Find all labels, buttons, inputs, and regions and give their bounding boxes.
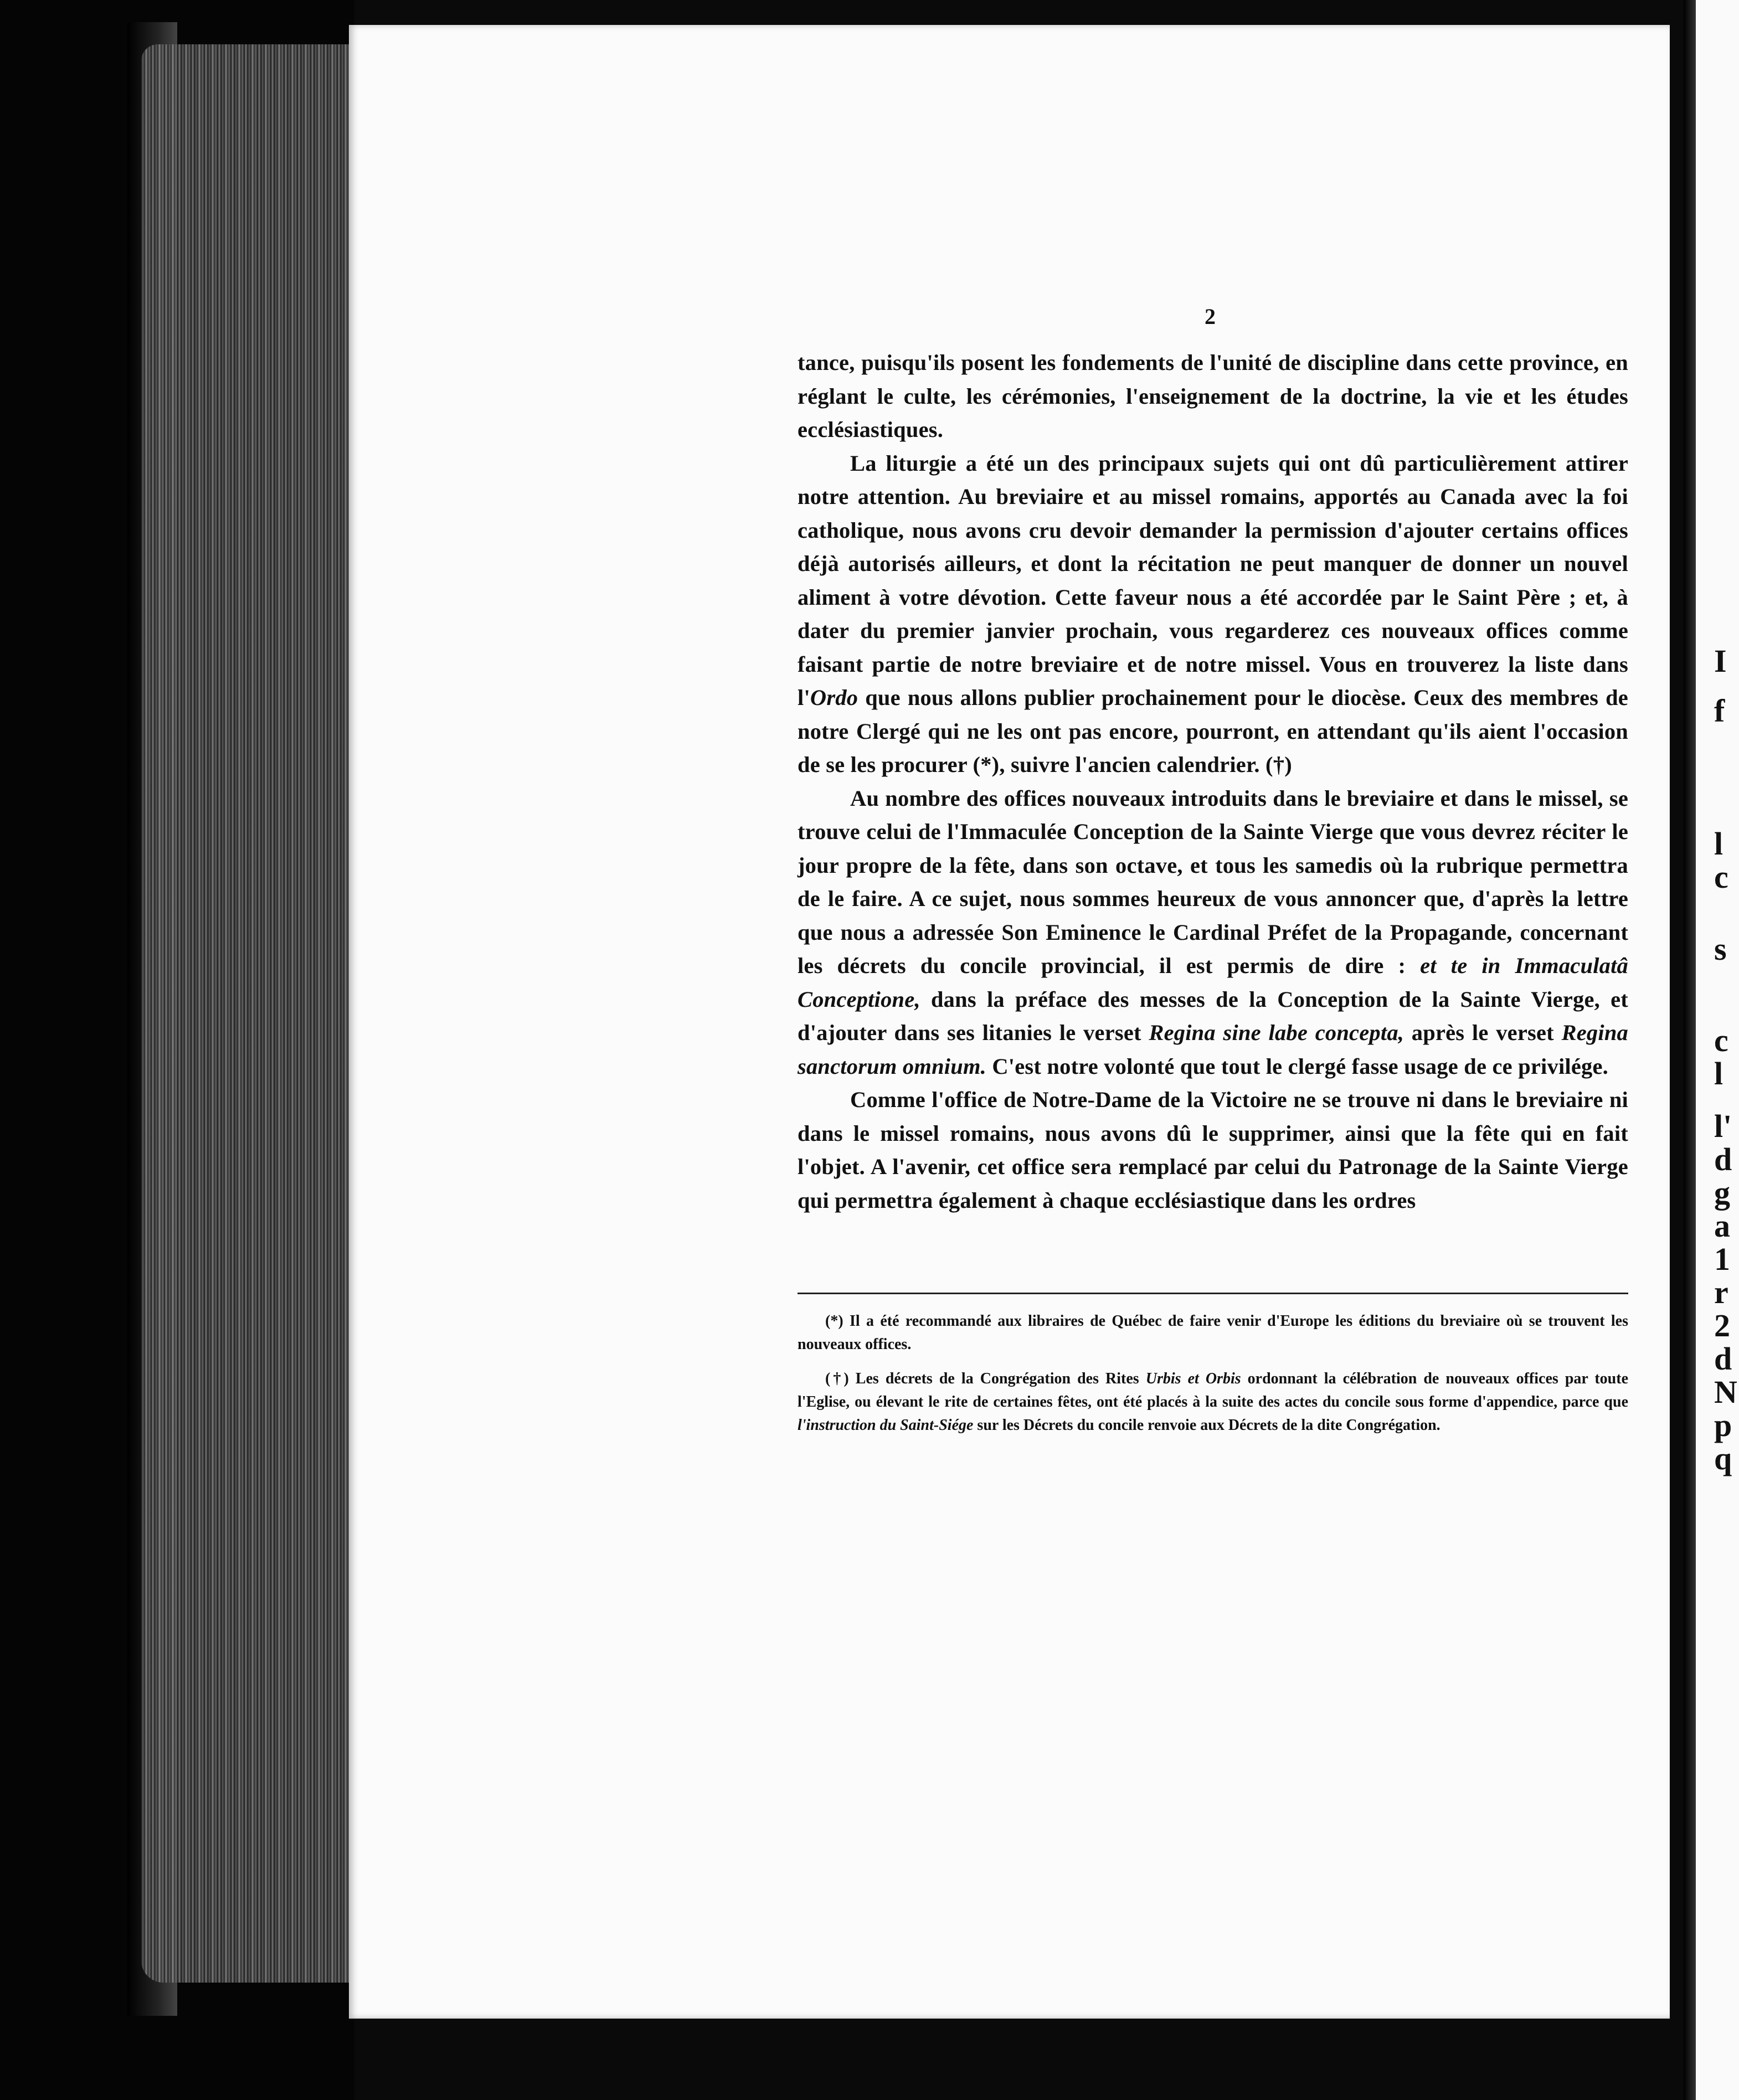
paragraph-4: Comme l'office de Notre-Dame de la Victoire ne se trouve ni dans le breviaire ni dans le missel romains, nous avons dû le supprimer, ainsi que la fête qui en fait l'objet. A l'avenir, cet office sera remplacé par celui du Patronage de la Sainte Vierge qui permettra également à chaque ecclésiastique dans les ordres [798,1087,1628,1213]
paragraph-2-end: que nous allons publier prochainement pour le diocèse. Ceux des membres de notre Clergé qui ne les ont pas encore, pourront, en attendant qu'ils aient l'occasion de se les procurer (*), suivre l'ancien calendrier. (†) [798,685,1628,777]
adjacent-page-fragment: l' [1714,1108,1732,1144]
footnote-2-italic-2: l'instruction du Saint-Siége [798,1417,974,1434]
paragraph-2-text: La liturgie a été un des principaux sujets qui ont dû particulièrement attirer notre attention. Au breviaire et au missel romains, apportés au Canada avec la foi catholique, nous avons cru devoir demander la permission d'ajouter certains offices déjà autorisés ailleurs, et dont la récitation ne peut manquer de donner un nouvel aliment à votre dévotion. Cette faveur nous a été accordée par le Saint Père ; et, à dater du premier janvier prochain, vous regarderez ces nouveaux offices comme faisant partie de notre breviaire et de notre missel. Vous en trouverez la liste dans l' [798,450,1628,710]
paragraph-2 [798,447,1628,782]
paragraph-1: tance, puisqu'ils posent les fondements de l'unité de discipline dans cette province, en réglant le culte, les cérémonies, l'enseignement de la doctrine, la vie et les études ecclésiastiques. [798,350,1628,442]
footnote-2-text-c: sur les Décrets du concile renvoie aux Décrets de la dite Congrégation. [973,1417,1440,1434]
adjacent-page-fragment: d [1714,1341,1732,1377]
footnote-2-text-b: ordonnant la célébration de nouveaux offices par toute l'Eglise, ou élevant le rite de certaines fêtes, ont été placés à la suite des actes du concile sous forme d'appendice, parce que [798,1370,1629,1411]
adjacent-page-fragment: 1 [1714,1241,1730,1277]
ordo-italic: Ordo [810,685,858,710]
adjacent-page-fragment: a [1714,1208,1730,1244]
adjacent-page-fragment: l [1714,1056,1723,1092]
adjacent-page-fragment: p [1714,1407,1732,1443]
paragraph-3-text-b: dans la préface des messes de la Conception de la Sainte Vierge, et d'ajouter dans ses litanies le verset [798,986,1628,1045]
body-text [798,346,1628,1217]
adjacent-page-fragment: d [1714,1141,1732,1177]
adjacent-page-fragment: l [1714,826,1723,862]
adjacent-page-fragment: q [1714,1440,1732,1476]
adjacent-page-fragment: c [1714,1022,1728,1058]
adjacent-page-fragment: c [1714,859,1728,895]
paragraph-3-text-d: C'est notre volonté que tout le clergé fasse usage de ce privilége. [986,1053,1608,1079]
footnote-1: (*) Il a été recommandé aux libraires de Québec de faire venir d'Europe les éditions du breviaire où se trouvent les nouveaux offices. [798,1312,1628,1353]
footnote-2 [798,1367,1628,1437]
paragraph-3-text-c: après le verset [1404,1020,1562,1045]
latin-phrase-3: Regina sanctorum omnium. [798,1020,1628,1079]
footnotes [798,1310,1628,1448]
adjacent-page-gutter [1684,0,1696,2100]
adjacent-page-fragment: N [1714,1374,1737,1410]
footnote-separator [798,1293,1628,1294]
adjacent-page-fragment: f [1714,693,1725,729]
footnote-2-text-a: (†) Les décrets de la Congrégation des Rites [825,1370,1146,1387]
adjacent-page-fragment: 2 [1714,1308,1730,1344]
adjacent-page-fragment: g [1714,1175,1730,1211]
latin-phrase-1: et te in Immaculatâ Conceptione, [798,953,1628,1012]
paragraph-3 [798,782,1628,1084]
adjacent-page-fragment: r [1714,1274,1728,1310]
page-number: 2 [1205,304,1216,329]
footnote-2-italic-1: Urbis et Orbis [1145,1370,1241,1387]
adjacent-page [1684,0,1739,2100]
adjacent-page-fragment: s [1714,931,1727,967]
adjacent-page-fragment: I [1714,643,1727,679]
latin-phrase-2: Regina sine labe concepta, [1149,1020,1404,1045]
paragraph-3-text-a: Au nombre des offices nouveaux introduits dans le breviaire et dans le missel, se trouve celui de l'Immaculée Conception de la Sainte Vierge que vous devrez réciter le jour propre de la fête, dans son octave, et tous les samedis où la rubrique permettra de le faire. A ce sujet, nous sommes heureux de vous annoncer que, d'après la lettre que nous a adressée Son Eminence le Cardinal Préfet de la Propagande, concernant les décrets du concile provincial, il est permis de dire : [798,785,1628,978]
page-fore-edge [141,44,354,1983]
